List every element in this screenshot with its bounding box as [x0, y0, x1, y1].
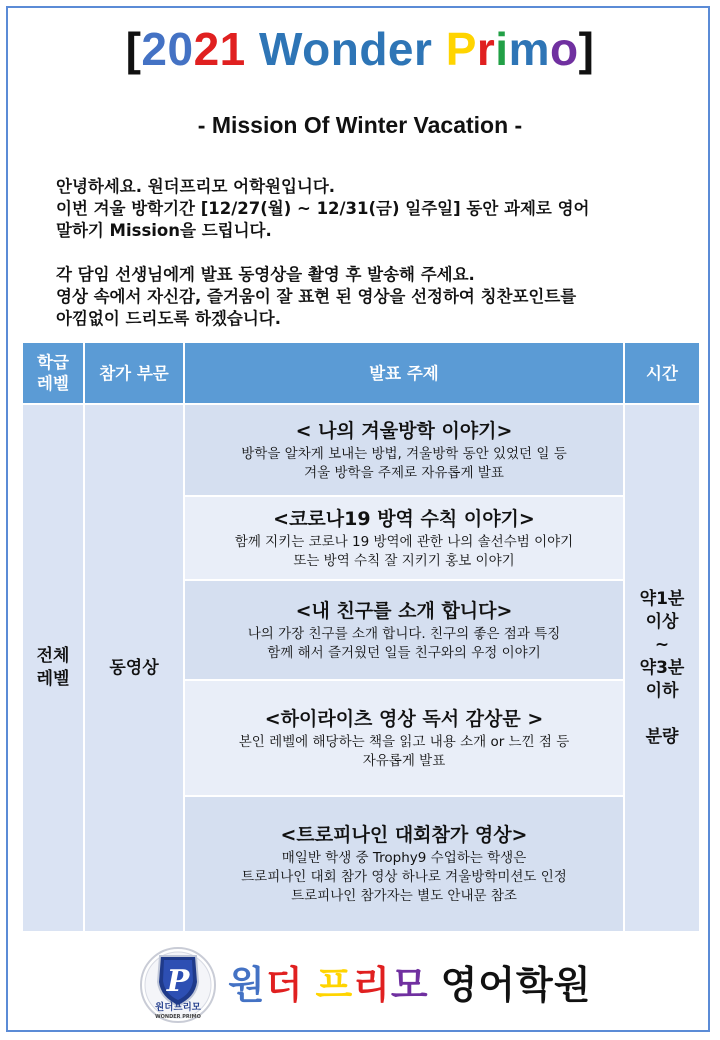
topic-cell	[184, 404, 624, 496]
topic-title: <코로나19 방역 수칙 이야기>	[273, 507, 535, 530]
topic-title: <내 친구를 소개 합니다>	[295, 599, 513, 622]
topic-title: < 나의 겨울방학 이야기>	[295, 419, 513, 442]
school-name-part: 모	[390, 963, 429, 1007]
title-part	[432, 23, 445, 75]
topic-desc: 본인 레벨에 해당하는 책을 읽고 내용 소개 or 느낀 점 등	[238, 733, 570, 750]
title-part: 0	[167, 23, 194, 75]
topic-title: <하이라이츠 영상 독서 감상문 >	[264, 707, 544, 730]
header-time: 시간	[624, 342, 700, 404]
footer	[140, 946, 600, 1026]
topic-desc: 함께 지키는 코로나 19 방역에 관한 나의 솔선수범 이야기	[234, 533, 574, 550]
page-subtitle: - Mission Of Winter Vacation -	[197, 112, 523, 138]
title-part: P	[445, 23, 477, 75]
intro-line: 영상 속에서 자신감, 즐거움이 잘 표현 된 영상을 선정하여 칭찬포인트를	[56, 287, 577, 306]
school-name-part: 리	[353, 963, 391, 1007]
title-part: Wonder	[259, 23, 433, 75]
topic-desc: 트로피나인 대회 참가 영상 하나로 겨울방학미션도 인정	[241, 869, 567, 885]
time-cell: 약1분 이상 ~ 약3분 이하 분량	[624, 404, 700, 932]
intro-line: 아낌없이 드리도록 하겠습니다.	[56, 309, 281, 328]
table-header-row	[22, 342, 700, 404]
topic-desc: 겨울 방학을 주제로 자유롭게 발표	[304, 464, 504, 481]
topic-desc: 매일반 학생 중 Trophy9 수업하는 학생은	[281, 850, 527, 866]
topic-desc: 트로피나인 참가자는 별도 안내문 참조	[291, 888, 517, 904]
title-part: 2	[193, 23, 220, 75]
title-part: r	[476, 23, 496, 75]
mission-table	[21, 341, 701, 933]
topic-cell	[184, 580, 624, 680]
intro-line: 각 담임 선생님에게 발표 동영상을 촬영 후 발송해 주세요.	[56, 265, 475, 284]
header-category: 참가 부문	[84, 342, 184, 404]
topic-desc: 자유롭게 발표	[362, 752, 446, 769]
table-row	[22, 404, 700, 496]
logo-korean: 원더프리모	[155, 1002, 201, 1013]
school-name-part: 프	[315, 963, 354, 1007]
level-cell: 전체 레벨	[22, 404, 84, 932]
title-part: m	[508, 23, 550, 75]
topic-cell	[184, 796, 624, 932]
school-name-part: 원	[228, 963, 266, 1007]
logo-letter: P	[166, 964, 190, 999]
title-part: ]	[578, 23, 595, 75]
topic-desc: 함께 해서 즐거웠던 일들 친구와의 우정 이야기	[267, 644, 541, 661]
topic-desc: 나의 가장 친구를 소개 합니다. 친구의 좋은 점과 특징	[247, 625, 561, 642]
topic-title: <트로피나인 대회참가 영상>	[280, 824, 528, 846]
school-logo	[140, 946, 216, 1024]
intro-line: 이번 겨울 방학기간 [12/27(월) ~ 12/31(금) 일주일] 동안 과제로 영어	[56, 199, 590, 218]
school-name-part: 더	[265, 963, 304, 1007]
header-topic: 발표 주제	[184, 342, 624, 404]
topic-desc: 또는 방역 수칙 잘 지키기 홍보 이야기	[293, 552, 515, 569]
category-cell: 동영상	[84, 404, 184, 932]
intro-line: 안녕하세요. 원더프리모 어학원입니다.	[56, 177, 336, 196]
title-part: i	[495, 23, 509, 75]
intro-line: 말하기 Mission을 드립니다.	[56, 221, 272, 240]
topic-cell	[184, 680, 624, 796]
title-part: o	[549, 23, 579, 75]
topic-desc: 방학을 알차게 보내는 방법, 겨울방학 동안 있었던 일 등	[241, 445, 567, 462]
title-part: [	[125, 23, 142, 75]
intro-text	[56, 176, 696, 330]
topic-cell	[184, 496, 624, 580]
title-part: 1	[219, 23, 246, 75]
title-part: 2	[141, 23, 168, 75]
school-name	[228, 960, 591, 1010]
header-level: 학급 레벨	[22, 342, 84, 404]
page-title	[0, 18, 720, 80]
school-name-part: 영어학원	[440, 963, 592, 1007]
title-part	[246, 23, 259, 75]
logo-english: WONDER PRIMO	[155, 1014, 201, 1020]
